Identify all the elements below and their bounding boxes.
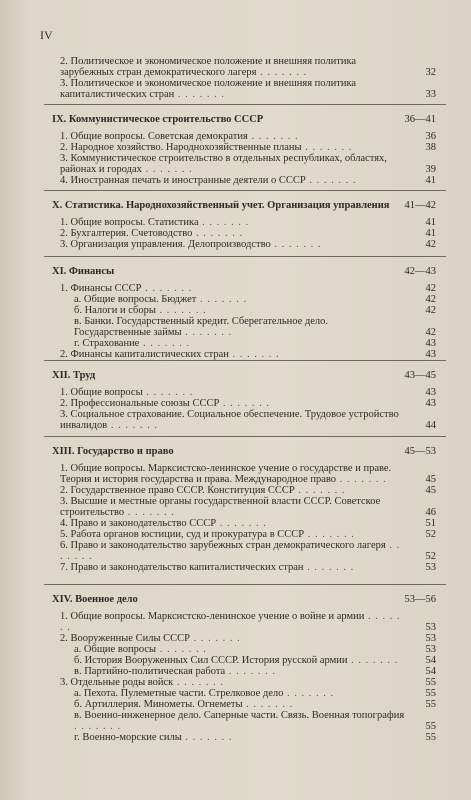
divider bbox=[44, 256, 446, 257]
entry-page: 41 bbox=[425, 217, 436, 228]
toc-entry bbox=[52, 699, 436, 710]
section-title: XI. Финансы bbox=[52, 266, 115, 277]
toc-entry bbox=[52, 78, 436, 100]
section-range: 43—45 bbox=[404, 370, 436, 381]
section-range: 41—42 bbox=[404, 200, 436, 211]
entry-text: в. Банки. Государственный кредит. Сберегательное дело. Государственные займы . . . bbox=[74, 316, 414, 338]
divider bbox=[44, 436, 446, 437]
entry-text: а. Общие вопросы . . . bbox=[74, 644, 414, 655]
toc-entry bbox=[52, 666, 436, 677]
entry-page: 45 bbox=[425, 485, 436, 496]
entry-page: 33 bbox=[425, 89, 436, 100]
toc-entry bbox=[52, 529, 436, 540]
entry-text: б. История Вооруженных Сил СССР. История русской армии . . . bbox=[74, 655, 414, 666]
entry-page: 54 bbox=[425, 655, 436, 666]
toc-entry bbox=[52, 228, 436, 239]
toc-entry bbox=[52, 131, 436, 142]
entry-text: 3. Организация управления. Делопроизводство . . . bbox=[60, 239, 414, 250]
page-number: IV bbox=[40, 28, 53, 42]
entry-text: б. Артиллерия. Минометы. Огнеметы . . . bbox=[74, 699, 414, 710]
entry-text: 5. Работа органов юстиции, суд и прокуратура в СССР . . . bbox=[60, 529, 414, 540]
entry-text: 3. Отдельные роды войск . . . bbox=[60, 677, 414, 688]
entry-text: 2. Народное хозяйство. Народнохозяйственные планы . . . bbox=[60, 142, 414, 153]
toc-entry bbox=[52, 688, 436, 699]
section-entries bbox=[52, 387, 436, 431]
section-continuation bbox=[52, 56, 436, 100]
section-xii bbox=[52, 370, 436, 431]
entry-text: 6. Право и законодательство зарубежных стран демократического лагеря . . . bbox=[60, 540, 414, 562]
toc-entry bbox=[52, 338, 436, 349]
section-xiv bbox=[52, 594, 436, 743]
section-header bbox=[52, 594, 436, 605]
entry-text: 1. Общие вопросы. Марксистско-ленинское учение о государстве и праве. Теория и история государства и права. Международное право . . . bbox=[60, 463, 414, 485]
toc-entry bbox=[52, 316, 436, 338]
section-entries bbox=[52, 283, 436, 360]
section-header bbox=[52, 370, 436, 381]
section-range: 53—56 bbox=[404, 594, 436, 605]
entry-page: 42 bbox=[425, 283, 436, 294]
section-title: IX. Коммунистическое строительство СССР bbox=[52, 114, 264, 125]
entry-page: 41 bbox=[425, 175, 436, 186]
section-entries bbox=[52, 56, 436, 100]
entry-page: 51 bbox=[425, 518, 436, 529]
entry-text: 1. Общие вопросы. Советская демократия . . . bbox=[60, 131, 414, 142]
section-title: XII. Труд bbox=[52, 370, 96, 381]
entry-page: 38 bbox=[425, 142, 436, 153]
entry-page: 55 bbox=[425, 688, 436, 699]
entry-text: 4. Право и законодательство СССР . . . bbox=[60, 518, 414, 529]
entry-page: 39 bbox=[425, 164, 436, 175]
entry-page: 55 bbox=[425, 677, 436, 688]
entry-text: 2. Профессиональные союзы СССР . . . bbox=[60, 398, 414, 409]
entry-text: 2. Государственное право СССР. Конституция СССР . . . bbox=[60, 485, 414, 496]
toc-entry bbox=[52, 463, 436, 485]
toc-entry bbox=[52, 175, 436, 186]
toc-entry bbox=[52, 677, 436, 688]
entry-page: 53 bbox=[425, 622, 436, 633]
section-header bbox=[52, 200, 436, 211]
entry-page: 42 bbox=[425, 239, 436, 250]
entry-page: 36 bbox=[425, 131, 436, 142]
entry-text: а. Пехота. Пулеметные части. Стрелковое дело . . . bbox=[74, 688, 414, 699]
entry-text: 1. Общие вопросы . . . bbox=[60, 387, 414, 398]
entry-text: г. Военно-морские силы . . . bbox=[74, 732, 414, 743]
toc-entry bbox=[52, 239, 436, 250]
entry-text: 2. Финансы капиталистических стран . . . bbox=[60, 349, 414, 360]
entry-text: 3. Социальное страхование. Социальное обеспечение. Трудовое устройство инвалидов . . . bbox=[60, 409, 414, 431]
entry-page: 45 bbox=[425, 474, 436, 485]
section-xi bbox=[52, 266, 436, 360]
entry-text: 7. Право и законодательство капиталистических стран . . . bbox=[60, 562, 414, 573]
section-range: 42—43 bbox=[404, 266, 436, 277]
toc-entry bbox=[52, 655, 436, 666]
entry-text: 1. Финансы СССР . . . bbox=[60, 283, 414, 294]
entry-text: 2. Политическое и экономическое положение и внешняя политика зарубежных стран демократического лагеря . . . bbox=[60, 56, 414, 78]
entry-page: 43 bbox=[425, 398, 436, 409]
divider bbox=[44, 104, 446, 105]
section-header bbox=[52, 266, 436, 277]
entry-text: 1. Общие вопросы. Статистика . . . bbox=[60, 217, 414, 228]
entry-page: 43 bbox=[425, 387, 436, 398]
entry-page: 44 bbox=[425, 420, 436, 431]
section-entries bbox=[52, 611, 436, 743]
toc-entry bbox=[52, 283, 436, 294]
section-header bbox=[52, 446, 436, 457]
toc-entry bbox=[52, 540, 436, 562]
entry-text: в. Партийно-политическая работа . . . bbox=[74, 666, 414, 677]
entry-page: 43 bbox=[425, 338, 436, 349]
section-xiii bbox=[52, 446, 436, 573]
section-x bbox=[52, 200, 436, 250]
entry-page: 55 bbox=[425, 732, 436, 743]
section-header bbox=[52, 114, 436, 125]
entry-text: 4. Иностранная печать и иностранные деятели о СССР . . . bbox=[60, 175, 414, 186]
entry-text: а. Общие вопросы. Бюджет . . . bbox=[74, 294, 414, 305]
toc-entry bbox=[52, 387, 436, 398]
section-ix bbox=[52, 114, 436, 186]
toc-entry bbox=[52, 633, 436, 644]
toc-entry bbox=[52, 562, 436, 573]
section-range: 45—53 bbox=[404, 446, 436, 457]
toc-entry bbox=[52, 485, 436, 496]
entry-text: 3. Высшие и местные органы государственной власти СССР. Советское строительство . . . bbox=[60, 496, 414, 518]
entry-text: в. Военно-инженерное дело. Саперные части. Связь. Военная топография . . . bbox=[74, 710, 414, 732]
toc-entry bbox=[52, 305, 436, 316]
entry-page: 46 bbox=[425, 507, 436, 518]
divider bbox=[44, 360, 446, 361]
section-title: X. Статистика. Народнохозяйственный учет. Организация управления bbox=[52, 200, 390, 211]
entry-page: 52 bbox=[425, 551, 436, 562]
entry-page: 43 bbox=[425, 349, 436, 360]
entry-text: б. Налоги и сборы . . . bbox=[74, 305, 414, 316]
entry-page: 53 bbox=[425, 562, 436, 573]
section-entries bbox=[52, 463, 436, 573]
entry-page: 42 bbox=[425, 305, 436, 316]
entry-page: 55 bbox=[425, 699, 436, 710]
toc-entry bbox=[52, 398, 436, 409]
toc-entry bbox=[52, 409, 436, 431]
section-range: 36—41 bbox=[404, 114, 436, 125]
toc-entry bbox=[52, 496, 436, 518]
entry-text: 1. Общие вопросы. Марксистско-ленинское учение о войне и армии . . . bbox=[60, 611, 414, 633]
entry-page: 54 bbox=[425, 666, 436, 677]
toc-entry bbox=[52, 611, 436, 633]
entry-page: 41 bbox=[425, 228, 436, 239]
entry-text: 3. Коммунистическое строительство в отдельных республиках, областях, районах и городах . . . bbox=[60, 153, 414, 175]
section-entries bbox=[52, 217, 436, 250]
divider bbox=[44, 584, 446, 585]
toc-entry bbox=[52, 142, 436, 153]
entry-page: 42 bbox=[425, 327, 436, 338]
toc-entry bbox=[52, 349, 436, 360]
toc-entry bbox=[52, 294, 436, 305]
section-title: XIV. Военное дело bbox=[52, 594, 138, 605]
toc-entry bbox=[52, 710, 436, 732]
toc-entry bbox=[52, 732, 436, 743]
entry-page: 53 bbox=[425, 644, 436, 655]
entry-text: 3. Политическое и экономическое положение и внешняя политика капиталистических стран . . . bbox=[60, 78, 414, 100]
entry-page: 32 bbox=[425, 67, 436, 78]
entry-page: 52 bbox=[425, 529, 436, 540]
entry-page: 53 bbox=[425, 633, 436, 644]
section-entries bbox=[52, 131, 436, 186]
toc-entry bbox=[52, 644, 436, 655]
divider bbox=[44, 190, 446, 191]
entry-text: г. Страхование . . . bbox=[74, 338, 414, 349]
toc-entry bbox=[52, 518, 436, 529]
section-title: XIII. Государство и право bbox=[52, 446, 174, 457]
toc-entry bbox=[52, 217, 436, 228]
entry-text: 2. Бухгалтерия. Счетоводство . . . bbox=[60, 228, 414, 239]
entry-page: 55 bbox=[425, 721, 436, 732]
entry-page: 42 bbox=[425, 294, 436, 305]
entry-text: 2. Вооруженные Силы СССР . . . bbox=[60, 633, 414, 644]
toc-entry bbox=[52, 153, 436, 175]
toc-entry bbox=[52, 56, 436, 78]
